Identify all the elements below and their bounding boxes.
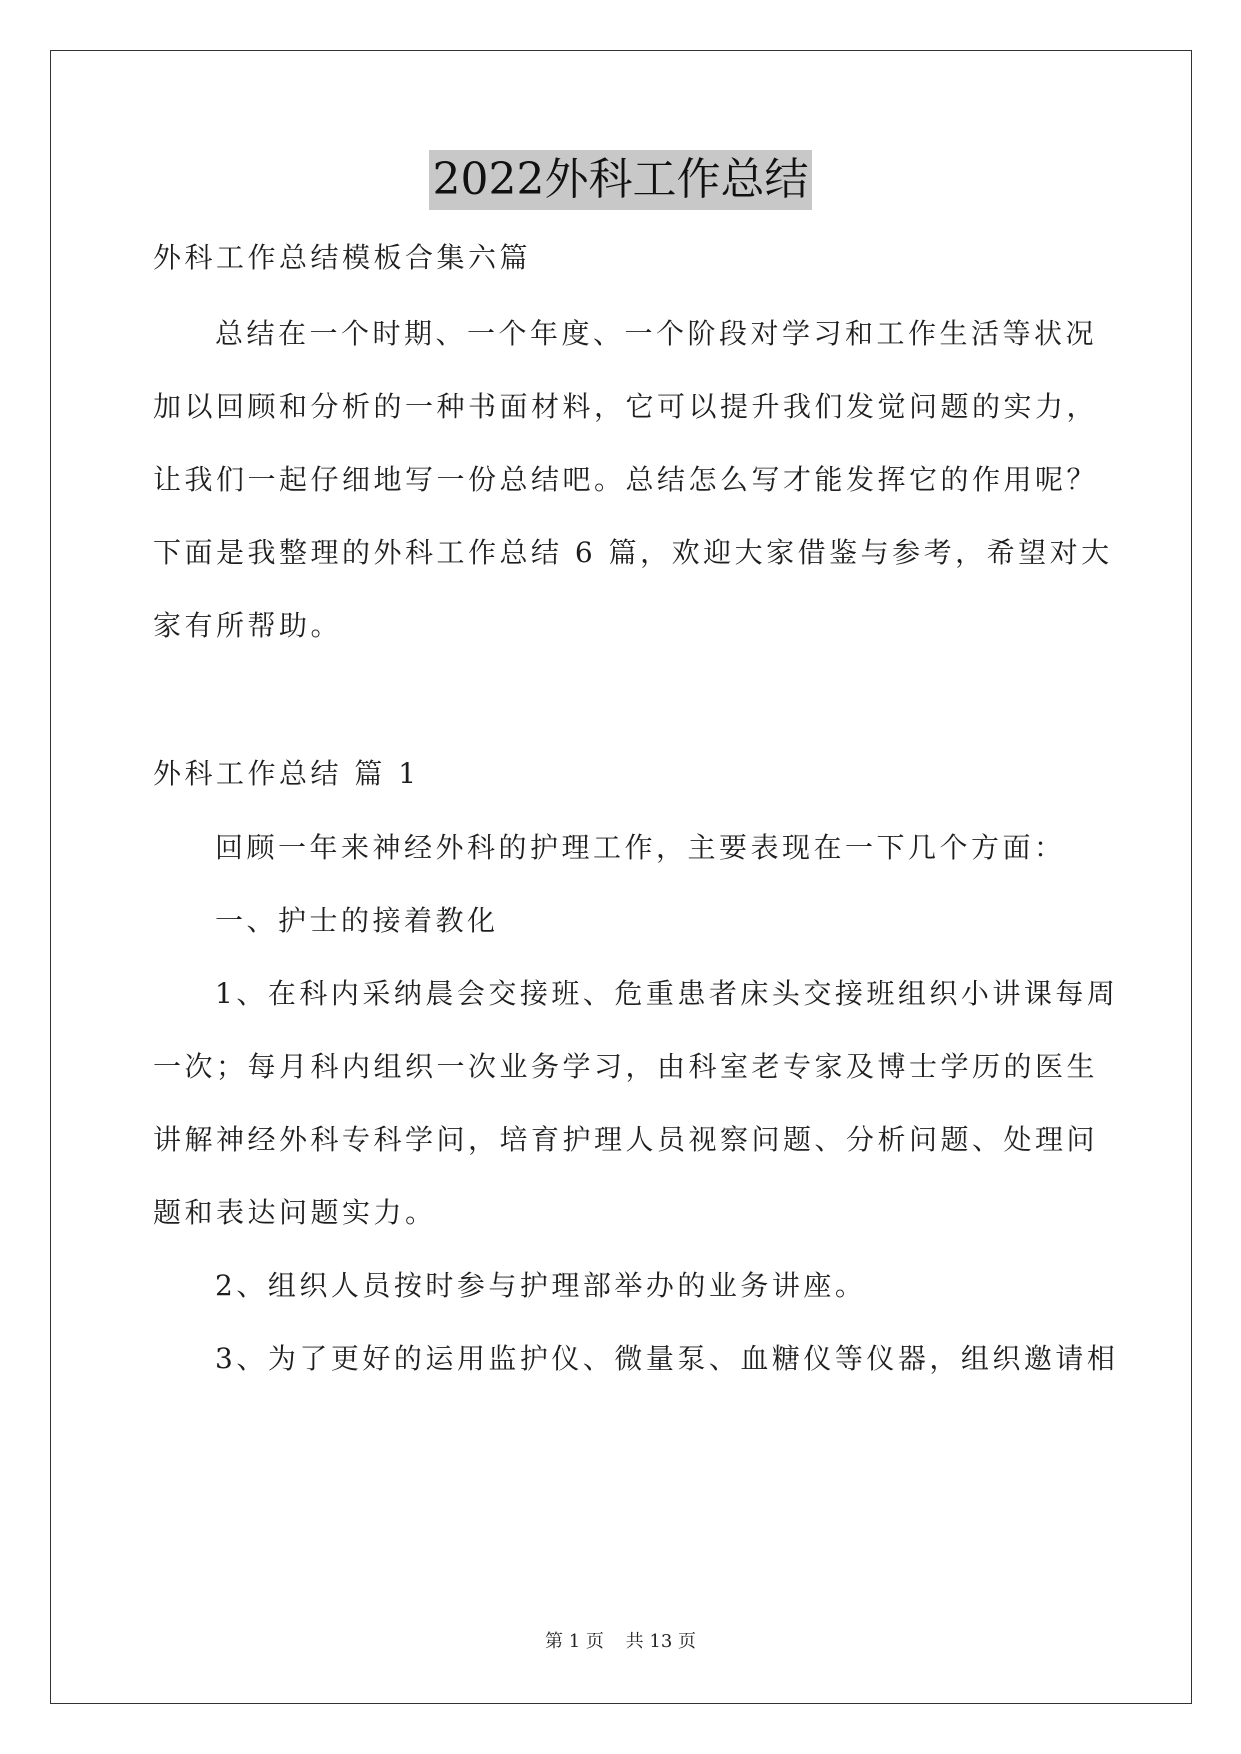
page-number-current: 第 1 页 bbox=[545, 1631, 604, 1652]
intro-line-5: 家有所帮助。 bbox=[153, 609, 343, 642]
document-subtitle: 外科工作总结模板合集六篇 bbox=[153, 241, 532, 274]
intro-line-2: 加以回顾和分析的一种书面材料，它可以提升我们发觉问题的实力， bbox=[153, 390, 1099, 423]
intro-line-3: 让我们一起仔细地写一份总结吧。总结怎么写才能发挥它的作用呢？ bbox=[153, 463, 1099, 496]
section-line-8: 3、为了更好的运用监护仪、微量泵、血糖仪等仪器，组织邀请相 bbox=[215, 1342, 1119, 1375]
document-title: 2022外科工作总结 bbox=[429, 150, 813, 210]
intro-line-4: 下面是我整理的外科工作总结 6 篇，欢迎大家借鉴与参考，希望对大 bbox=[153, 536, 1113, 569]
section-heading: 外科工作总结 篇 1 bbox=[153, 757, 420, 790]
section-line-4: 一次；每月科内组织一次业务学习，由科室老专家及博士学历的医生 bbox=[153, 1050, 1099, 1083]
section-line-6: 题和表达问题实力。 bbox=[153, 1196, 437, 1229]
page-border bbox=[50, 50, 1192, 1704]
title-container bbox=[0, 150, 1241, 210]
page-number-total: 共 13 页 bbox=[625, 1631, 696, 1652]
intro-line-1: 总结在一个时期、一个年度、一个阶段对学习和工作生活等状况 bbox=[215, 317, 1098, 350]
section-line-2: 一、护士的接着教化 bbox=[215, 904, 499, 937]
section-line-7: 2、组织人员按时参与护理部举办的业务讲座。 bbox=[215, 1269, 867, 1302]
section-line-3: 1、在科内采纳晨会交接班、危重患者床头交接班组织小讲课每周 bbox=[215, 977, 1119, 1010]
section-line-5: 讲解神经外科专科学问，培育护理人员视察问题、分析问题、处理问 bbox=[153, 1123, 1099, 1156]
page-footer bbox=[0, 1630, 1241, 1654]
section-line-1: 回顾一年来神经外科的护理工作，主要表现在一下几个方面： bbox=[215, 831, 1066, 864]
